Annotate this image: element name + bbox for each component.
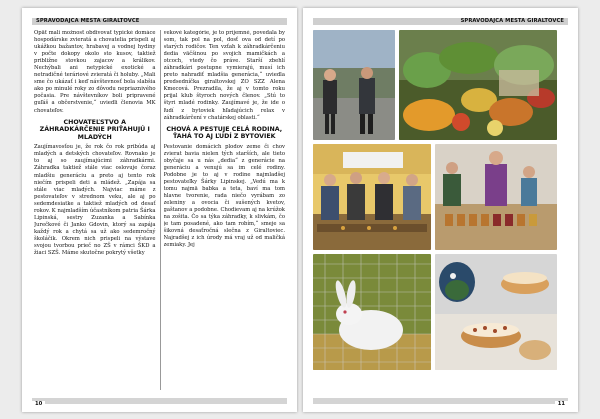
page-footer — [32, 398, 287, 404]
page-footer — [313, 398, 568, 404]
photo-white-rabbit — [313, 254, 431, 370]
header-text: SPRAVODAJCA MESTA GIRALTOVCE — [457, 18, 568, 25]
photo-men-in-hall — [313, 144, 431, 250]
paragraph: Pestovanie domácich plodov zeme či chov zvierat bavia nielen tých starších, ale tieto obyčaje sa u nás „dedia“ z generácie na generáciu a venujú sa im celé rodiny. Podobne je to aj v rodine najmladšej pestovateľky Šárky Lipinskej. „Vedú ma k tomu najmä babka a teta, baví ma tom hlavne tvorenie, rada niečo vyrábam zo zeleniny a ovocia či sušených kvetov, gaštanov a podobne. Chodievam aj na krúžok na zošita. Čo sa týka záhradky, k slivkám, čo je tam posadené, ako tam robím,“ smeje sa šikovná desaťročná slečna z Giraltoviec. Najradšej z ich úrody má vraj už od maličká zemiaky. Jej — [163, 143, 285, 249]
page-header — [313, 18, 568, 25]
column-divider — [160, 30, 161, 390]
paragraph: Opäť mali možnosť obdivovať typické domáce hospodárske zvieratá a chovatelia prispeli aj ukážkou bažantov, hrabavej a vodnej hydiny v počte dokopy okolo sto kusov, taktiež približne stovkou zajacov a králikov. Nechýbali ani netypické exotické a netradičné teráriové zvieratá či holuby. „Mali sme čo ukázať i keď návštevnosť bola slabšia ako po minulé roky zo dôvodu nepriaznivého počasia. Pre návštevníkov boli pripravené guľáš a občerstvenie,“ uviedli členovia MK chovateľov. — [34, 30, 156, 114]
page-number: 10 — [32, 401, 45, 407]
right-page — [303, 8, 578, 412]
left-page — [22, 8, 297, 412]
header-text: SPRAVODAJCA MESTA GIRALTOVCE — [32, 18, 143, 25]
page-number: 11 — [555, 401, 568, 407]
paragraph: vekové kategórie, je to príjemné, povedala by som, tak pol na pol, dosť ova od detí po starých rodičov. Ten vzťah k záhradkárčeniu dedia väčšinou po svojich mamičkách a otcoch, vtedy čo práve. Starší zbehlí záhradkári postupne vymierajú, musí ich preto nahradiť mladšia generácia,“ uviedla predsedníčka giraltovskej ZO SZZ Alena Kmecová. Prezradila, že aj v tomto roku prijal klub štyroch nových členov. „Stú to štyri mladé rodinky. Zaujímavé je, že ide o ľudí z bytoviek hľadajúcich relax v záhradkárčení v chatárskej oblasti.“ — [163, 30, 285, 121]
text-column-1 — [34, 30, 156, 390]
section-heading: CHOVATEĽSTVO A ZÁHRADKÁRČENIE PRIŤAHUJÚ I MLADÝCH — [39, 118, 150, 141]
text-column-2 — [164, 30, 286, 390]
photo-cakes-and-bird — [435, 254, 557, 370]
photo-vegetables-display — [399, 30, 557, 140]
paragraph: Zaujímavosťou je, že rok čo rok pribúda aj mladých a detských chovateľov. Rovnako je to aj so zaujímajúcimi záhradkármi. Záhradka taktiež stále viac oslovuje čoraz mladšiu generáciu a preto aj tento rok niečím prispeli deti a mládež. „Zapája sa stále viac mladých. Najviac máme z pestovateľov v strednom veku, ale aj po sedemdesiatke a taktiež mladých od desať rokov. K najmladším účastníkom patria Šárka Lipinská, sestry Zuzanka a Sabínka Jurečkové či Janko Gdovin, ktorý sa zapája každý rok a chytá sa už ako sedemročný školáčik. Okrem nich prispeli na výstave svojou tvorbou prieč no ZŠ v rámci ŠKD a žiaci SZŠ. Máme skutočne pokrytý všetky — [34, 144, 156, 257]
section-heading: CHOVÁ A PESTUJE CELÁ RODINA, ŤAHÁ TO AJ ĽUDÍ Z BYTOVIEK — [166, 125, 283, 141]
page-header — [32, 18, 287, 25]
photo-woman-with-jars — [435, 144, 557, 250]
photo-collage — [313, 30, 568, 392]
magazine-spread — [22, 8, 578, 412]
photo-two-men-outdoors — [313, 30, 395, 140]
